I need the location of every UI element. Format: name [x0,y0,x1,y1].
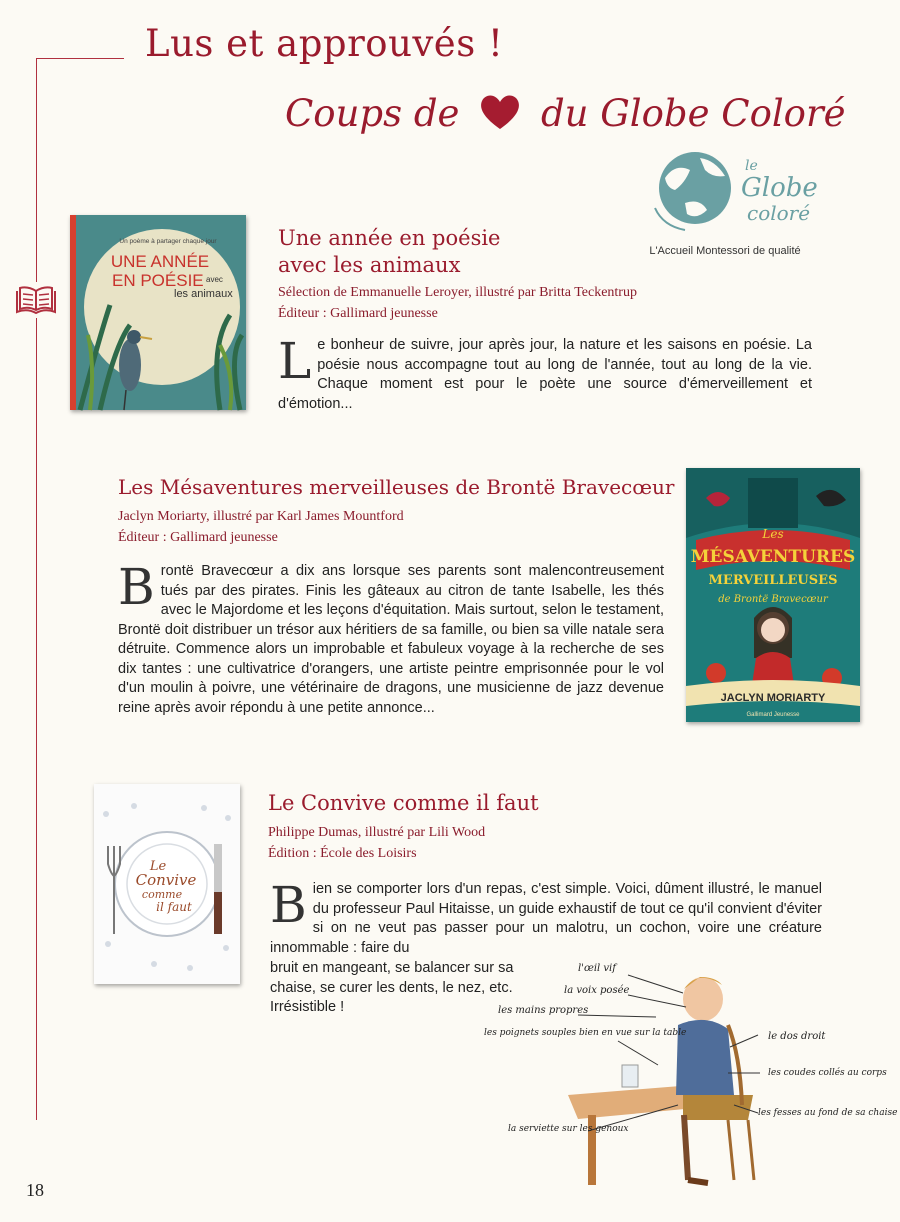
cover-publisher: Gallimard Jeunesse [746,712,800,718]
cover-line-3: MERVEILLEUSES [708,573,838,588]
cover-line-1: UNE ANNÉE [110,252,210,271]
logo-text-2: Globe [741,173,818,203]
cover-line-2: EN POÉSIE [112,271,204,290]
book-3-description [270,876,822,958]
note-mains-propres: les mains propres [498,1005,589,1016]
logo-text-1: le [745,158,758,174]
book-cover-bronte [686,468,860,722]
cover-line-2: Convive [135,871,197,889]
note-dos-droit: le dos droit [768,1031,826,1042]
heart-icon [479,93,521,140]
book-2-meta [118,506,404,548]
book-1-description [278,332,812,414]
cover-line-4: de Brontë Bravecœur [718,594,828,605]
note-oeil-vif: l'œil vif [578,963,616,974]
book-2-title: Les Mésaventures merveilleuses de Brontë Bravecœur [118,475,675,499]
book-2-description [118,558,664,718]
note-poignets: les poignets souples bien en vue sur la table [484,1028,687,1038]
book-cover-annee-poesie [70,215,246,410]
page-number: 18 [26,1180,44,1200]
note-coudes: les coudes collés au corps [768,1068,887,1078]
dinner-etiquette-illustration [478,955,898,1195]
dropcap: L [278,332,312,390]
cover-line-1: Le [149,859,167,874]
note-fesses: les fesses au fond de sa chaise [758,1108,898,1118]
open-book-icon [13,282,59,318]
book-3-description-text-2: bruit en mangeant, se balancer sur sa chaise, se curer les dents, le nez, etc. Irrésistible ! [270,960,514,1015]
cover-author: JACLYN MORIARTY [720,692,826,704]
cover-line-3: comme [141,888,183,901]
logo-caption: L'Accueil Montessori de qualité [649,245,801,257]
page-title: Lus et approuvés ! [145,22,504,65]
subtitle-after: du Globe Coloré [540,92,846,135]
book-1-publisher: Éditeur : Gallimard jeunesse [278,306,438,321]
dropcap: B [118,558,155,616]
cover-small-text: Un poème à partager chaque jour [119,238,217,245]
book-1-title [278,225,501,279]
cover-line-1: Les [762,527,784,541]
book-2-credits: Jaclyn Moriarty, illustré par Karl James Mountford [118,509,404,524]
book-3-description-text: ien se comporter lors d'un repas, c'est simple. Voici, dûment illustré, le manuel du professeur Paul Hitaisse, un guide exhaustif de tout ce qu'il convient d'éviter si on ne veut pas passer pour un malotru, un cochon, voire une créature innommable : faire du [270,881,822,956]
book-2-description-text: rontë Bravecœur a dix ans lorsque ses parents sont malencontreusement tués par des pirates. Finis les gâteaux au citron de tante Isabelle, les thés avec le Majordome et les leçons d'équitation. Mais surtout, selon le testament, Brontë doit distribuer un trésor aux héritiers de sa famille, ou bien sa ville natale sera détruite. Commence alors un improbable et fabuleux voyage à la recherche de ses dix tantes : une cultivatrice d'orangers, une artiste peintre emprisonnée pour le vol d'un moulin à poivre, une vétérinaire de dragons, une musicienne de jazz devenue reine après avoir répondu à une petite annonce... [118,563,664,716]
book-3-credits: Philippe Dumas, illustré par Lili Wood [268,825,486,840]
logo-text-3: coloré [747,201,811,225]
book-3-title: Le Convive comme il faut [268,791,539,815]
book-1-credits: Sélection de Emmanuelle Leroyer, illustré par Britta Teckentrup [278,285,637,300]
frame-left-line [36,58,37,1120]
book-1-title-line-2: avec les animaux [278,253,461,277]
subtitle-before: Coups de [285,92,460,135]
note-serviette: la serviette sur les genoux [508,1124,629,1134]
book-1-meta [278,282,637,324]
book-1-description-text: e bonheur de suivre, jour après jour, la nature et les saisons en poésie. La poésie nous accompagne tout au long de l'année, tout au long de la vie. Chaque moment est pour le poète une source d'émerveillement et d'émotion... [278,337,812,412]
cover-line-2: MÉSAVENTURES [690,547,856,567]
book-cover-convive [94,784,240,984]
page-subtitle [285,92,846,140]
book-3-meta [268,822,485,864]
book-1-title-line-1: Une année en poésie [278,226,501,250]
book-3-publisher: Édition : École des Loisirs [268,846,417,861]
cover-line-3: les animaux [174,288,233,300]
cover-line-4: il faut [156,900,192,914]
frame-top-line [36,58,124,59]
dropcap: B [270,876,307,934]
cover-suffix: avec [206,275,223,284]
note-voix-posee: la voix posée [564,985,630,996]
book-2-publisher: Éditeur : Gallimard jeunesse [118,530,278,545]
